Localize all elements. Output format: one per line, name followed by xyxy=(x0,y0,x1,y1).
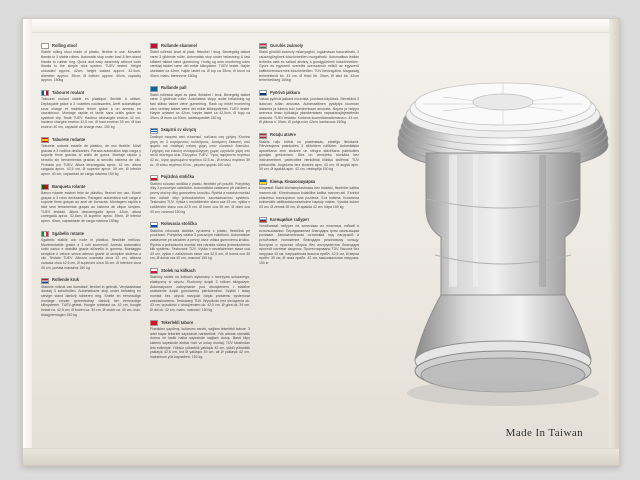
text-column-1 xyxy=(41,43,141,455)
language-title: Rullande skammel xyxy=(161,43,197,48)
language-text: Banco rolante estável feito de plástico, flexível em uso. Móvel graças a 3 rolos deslizantes. Paragem automática sob carga e suporte firme graças ao anel de borracha. Montagem rápida e fácil sem ferramentas graças ao sistema de clique simples. TUEV testado. Altura descarregada aprox. 42cm, altura carregada aprox. 42,5cm, Ø superior aprox. 39cm, Ø inferior aprox. 40cm, capacidade de carga máxima 150kg xyxy=(41,191,141,223)
language-title: Кінець Кінахозшумрка xyxy=(270,178,316,184)
language-title: Катящийся табурет xyxy=(270,216,310,222)
language-block xyxy=(41,137,141,177)
multilingual-description-columns xyxy=(41,43,361,455)
language-heading xyxy=(41,277,141,283)
language-title: Rolling stool xyxy=(52,43,77,48)
flag-icon xyxy=(150,175,158,181)
stool-base xyxy=(415,295,591,392)
flag-icon xyxy=(150,268,158,274)
language-title: Taburete rodante xyxy=(52,136,86,142)
language-block xyxy=(150,221,250,261)
flag-icon xyxy=(41,43,49,49)
flag-icon xyxy=(150,320,158,326)
flag-icon xyxy=(150,86,158,92)
language-block xyxy=(150,43,250,78)
flag-icon xyxy=(41,184,49,190)
cardboard-box xyxy=(22,18,620,466)
rolling-stool-image xyxy=(363,59,613,459)
language-heading xyxy=(150,43,250,49)
flag-icon xyxy=(259,133,267,139)
language-block xyxy=(41,43,141,83)
language-title: Pyörivä jakkara xyxy=(270,89,301,95)
language-block xyxy=(259,43,359,83)
language-text: Taburete rodante estable de plástico, de uso flexible. Móvil gracias a 3 rodillos deslizantes. Parada automática bajo carga y soporte firme gracias al anillo de goma. Montaje rápido y sencillo sin herramientas gracias al sencillo sistema de clic. Probado por TUEV. Altura descargada aprox. 42 cm, altura cargada aprox. 42,5 cm, Ø superior aprox. 39 cm, Ø inferior aprox. 40 cm, capacidad de carga máxima 150 kg xyxy=(41,144,141,176)
flag-icon xyxy=(150,128,158,134)
language-text: Stable rolling stool made of plastic, flexible in use. Movable thanks to 3 stable rollers. Automatic stop under load & firm stand thanks to rubber ring. Quick and easy assembly without tools thanks to the simple click system. TUEV tested. Height unloaded approx. 42cm, height loaded approx. 42.5cm, diameter approx. 39cm, Ø bottom approx. 40cm, capacity approx. 150kg xyxy=(41,50,141,83)
box-left-edge xyxy=(23,19,32,465)
language-title: Sgabello rotante xyxy=(52,230,85,236)
language-text: Stabiele rolkruk van kunststof, flexibel in gebruik. Verplaatsbaar dankzij 3 schuifrollen. Automatische stop onder belasting en stevige stand dankzij rubberen ring. Snelle en eenvoudige montage zonder gereedschap dankzij het eenvoudige kliksysteem. TUEV-getest. Hoogte onbelast ca. 42 cm, hoogte belast ca. 42,5 cm, Ø boven ca. 39 cm, Ø onder ca. 40 cm, max. draagvermogen 150 kg xyxy=(41,284,141,317)
language-block xyxy=(150,174,250,214)
flag-icon xyxy=(259,179,267,185)
language-text: Stabils ruļļu krēsls no plastmasas, elastīgs lietošanā. Pārvietojams pateicoties 3 slīdošiem rullīšiem. Automātiska apturēšana zem slodzes un stingra stāvēšana pateicoties gumijas gredzenam. Ātra un vienkārša montāža bez instrumentiem, pateicoties vienkāršai klikšķu sistēmai. TÜV pārbaudīts. Augstums bez slodzes apm. 43 cm, Ø augšā apm. 39 cm, Ø apakšā apm. 42 cm, nestspēja 150 kg xyxy=(259,139,359,172)
language-heading xyxy=(150,268,250,274)
language-title: Tekerlekli tabure xyxy=(161,319,194,325)
language-heading xyxy=(41,43,141,49)
language-title: Gurulós zsámoly xyxy=(270,43,303,48)
language-heading xyxy=(150,221,250,227)
language-title: Rotaļu atsēre xyxy=(270,132,296,138)
language-block xyxy=(41,90,141,130)
language-heading xyxy=(150,127,250,133)
language-text: Tabouret roulant stable en plastique, flexible à utiliser. Déplaçable grâce à 3 roulettes coulissantes. Arrêt automatique sous charge et maintien ferme grâce à un anneau en caoutchouc. Montage rapide et facile sans outils grâce au système clip. Testé TUEV. Hauteur déchargée environ 42 cm, hauteur chargée environ 42,5 cm, Ø haut environ 39 cm, Ø bas environ 40 cm, capacité de charge max. 150 kg xyxy=(41,97,141,130)
stool-column xyxy=(426,153,580,295)
flag-icon xyxy=(259,43,267,49)
language-heading xyxy=(41,137,141,143)
language-heading xyxy=(259,132,359,138)
language-heading xyxy=(259,43,359,49)
language-title: Rolovacia stolička xyxy=(161,221,197,227)
language-text: Sgabello stabile con ruote in plastica, flessibile nell'uso. Movimentabile grazie a 3 rulli scorrevoli. Arresto automatico sotto carico e stabilità grazie all'anello in gomma. Montaggio semplice e veloce senza attrezzi grazie al semplice sistema a clic. Testato TUEV. Altezza scaricata circa 42 cm, altezza caricata circa 42,5 cm, Ø superiore circa 39 cm, Ø inferiore circa 40 cm, portata massima 150 kg xyxy=(41,237,141,270)
language-title: Rullande pall xyxy=(161,85,187,91)
language-block xyxy=(41,277,141,317)
language-text: Σταθερό σκαμπό από πλαστικό, ευέλικτο στη χρήση. Κινείται χάρη σε 3 συρόμενους κυλίνδρους. Αυτόματη διακοπή υπό φορτίο και σταθερή στάση χάρη στον ελαστικό δακτύλιο. Γρήγορη και εύκολη συναρμολόγηση χωρίς εργαλεία χάρη στο απλό σύστημα κλικ. Ελεγμένο TUEV. Ύψος αφόρτιστο περίπου 42 εκ., ύψος φορτωμένο περίπου 42,5 εκ., Ø επάνω περίπου 39 εκ., Ø κάτω περίπου 40 εκ., μέγιστο φορτίο 150 κιλά xyxy=(150,134,250,167)
language-heading xyxy=(150,320,250,326)
language-heading xyxy=(41,90,141,96)
language-title: Pojízdná stolička xyxy=(161,174,195,180)
language-text: Stabilná rolovacia stolička vyrobená z plastu, flexibilná pri používaní. Pohyblivý vďaka 3 posuvným valčekom. Automatické zastavenie pri zaťažení a pevný otvor vďaka gumovému krúžku. Rýchla a jednoduchá montáž bez náradia vďaka jednoduchému klik systému. Testované TÜV. Výška v nezaťaženom stave cca 43 cm, výška v zaťaženom stave cca 42,5 cm, Ø horná cca 39 cm, Ø dolná cca 40 cm, nosnosť 150 kg xyxy=(150,228,250,261)
language-title: Rollende kruk xyxy=(52,277,80,283)
flag-icon xyxy=(259,217,267,223)
language-block xyxy=(41,231,141,271)
language-block xyxy=(150,320,250,360)
text-column-3 xyxy=(259,43,359,455)
flag-icon xyxy=(259,90,267,96)
language-text: Vakaa pyörivä jakkara muovista, joustava käytössä. Siirrettävä 3 liukuvan rullan ansiosta. Automaattinen pysäytys kuorman alaisena ja tukeva tuki kumirenkaan ansiosta. Nopea ja helppo asennus ilman työkaluja yksinkertaisen napsautusjärjestelmän ansiosta. TUEV testattu. Korkeus kuormittamattomana n. 43 cm, Ø yläosa n. 39cm, Ø pohja noin 42cm, kantavuus 150kg xyxy=(259,97,359,125)
language-block xyxy=(150,268,250,313)
language-heading xyxy=(41,231,141,237)
language-heading xyxy=(259,217,359,223)
language-block xyxy=(41,184,141,224)
language-title: Σκαμπό εν κίνηση xyxy=(161,127,197,133)
language-block xyxy=(150,127,250,167)
language-heading xyxy=(150,174,250,180)
flag-icon xyxy=(41,90,49,96)
language-text: Устойчивый табурет на колесиках из пластика, гибкий в использовании. Передвижение благодаря трем скользящим роликам. Автоматическая остановка под нагрузкой и устойчивое положение благодаря резиновому кольцу. Быстрая и простая сборка без инструментов благодаря простой системе защелок. Протестировано TÜV. Высота без нагрузки 43 см, нагруженная высота прибл. 42,5 см, Ø верха прибл. 39 см, Ø низа прибл. 42 см, максимальная нагрузка: 150 кг xyxy=(259,223,359,266)
flag-icon xyxy=(41,137,49,143)
product-illustration xyxy=(363,59,613,459)
language-block xyxy=(259,132,359,172)
language-title: Banqueta rolante xyxy=(52,183,86,189)
flag-icon xyxy=(150,222,158,228)
flag-icon xyxy=(150,43,158,49)
language-text: Stabil gördülő zsámoly műanyagból, rugalmasan használható. 3 csúszógörgőnek köszönhetően mozgatható. Automatikus leállás terhelés alatt és szilárd állvány a gumigyűrűnek köszönhetően. Gyors és egyszerű szerelés szerszámok nélkül az egyszerű kattintórendszernek köszönhetően. TÜV bevizsgálva. Magasság terheletlenül kb. 43 cm, Ø felső kb. 39cm, Ø alsó kb. 42cm terhelhetőség 150kg xyxy=(259,50,359,83)
language-heading xyxy=(150,85,250,91)
text-column-2 xyxy=(150,43,250,455)
language-block xyxy=(259,90,359,125)
flag-icon xyxy=(41,231,49,237)
language-block xyxy=(150,85,250,120)
language-text: Stabil rullestuk laget av plast, fleksibel i bruk. Bevegelig takket være 3 glidende ruller. Automatisk stopp under belastning og fast ståsto takket være gummiring. Rask og enkel montering uten verktøy takket være det enkle klikksystemet. TUEV testet. Høyde avlastet ca 42cm, høyde lastet ca 42,5cm, Ø topp ca 39cm, Ø bunn ca 40cm, lastekapasitet 150 kg xyxy=(150,92,250,120)
language-title: Tabouret roulant xyxy=(52,89,85,95)
box-top-edge xyxy=(23,19,619,33)
language-heading xyxy=(41,184,141,190)
language-block xyxy=(259,179,359,210)
language-text: Stabilní rolovací stolička z plastu, flexibilní při použití. Pohyblivý díky 3 posuvným válečkům. Automatické zastavení při zatížení a pevný otočný díky gumovému kroužku. Rychlá a snadná montáž bez nářadí díky jednoduchému zacvakávacímu systému. Testováno TÜV. Výška v nezatíženém stavu cca 43 cm, výška v zatíženém stavu cca 42,5 cm, Ø horní cca 39 cm, Ø dolní cca 40 cm, nosnost 150 kg xyxy=(150,181,250,214)
language-title: Stołek na kółkach xyxy=(161,268,196,274)
language-block xyxy=(259,217,359,266)
language-heading xyxy=(259,90,359,96)
language-heading xyxy=(259,179,359,185)
language-text: Stabil rullestol lavet af plast, fleksibel i brug. Bevægelig takket være 3 glidende ruller. Automatisk stop under belastning & fast ståsted takket være gummiring. Hurtig og nem montering uden værktøj takket være det enkle kliksystem. TUEV testet. Højde ubelastet ca 42cm, højde lastet ca. Ø top ca 39cm, Ø bund ca 40cm, maks. bæreevne 150kg xyxy=(150,50,250,78)
language-text: Plastikten yapılmış, kullanımı esnek, sağlam tekerlekli tabure. 3 adet kayar tekerlek sayesinde hareketlidir. Yük altında otomatik durma ve lastik halka sayesinde sağlam duruş. Basit klips sistemi sayesinde aletsiz hızlı ve kolay montaj. TÜV tarafından test edilmiştir. Yüksüz yükseklik yaklaşık 43 cm, yüklü yükseklik yaklaşık 42,5 cm, üst Ø yaklaşık 39 cm, alt Ø yaklaşık 42 cm, maksimum yük kapasitesi: 150 kg xyxy=(150,327,250,359)
language-text: Кінцевий Stabil kilchsterplastmass bez blakiski, flexibilne katiba marunn-ski. Kinechowaca kulaklilba katiba marunn-ski. Erzinict zhisoreso kuorzoparun kwa poziteca. S.ia kulema. Kuoimena kolmevätic ablilkaniskoneseboine haptoiy mistav. Vysoka kulam 43 cm, Ø zemak 39 cm, Ø apakša 42 cm, kāpa 150 kg xyxy=(259,186,359,209)
made-in-label: Made In Taiwan xyxy=(505,427,583,439)
flag-icon xyxy=(41,278,49,284)
language-text: Stabilny stołek na kółkach wykonany z tworzywa sztucznego, elastyczny w użyciu. Ruchomy dzięki 3 rolkom ślizgowym. Automatyczne zatrzymanie pod obciążeniem i stabilne ustawienie dzięki gumowemu pierścieniowi. Szybki i łatwy montaż bez użycia narzędzi dzięki prostemu systemowi zatrzaskowemu. Testowany TÜV. Wysokość bez obciążenia ok. 43 cm, wysokość z obciążeniem ok. 42,5 cm, Ø góra ok. 39 cm, Ø dół ok. 42 cm, maks. nośność: 150 kg xyxy=(150,275,250,312)
